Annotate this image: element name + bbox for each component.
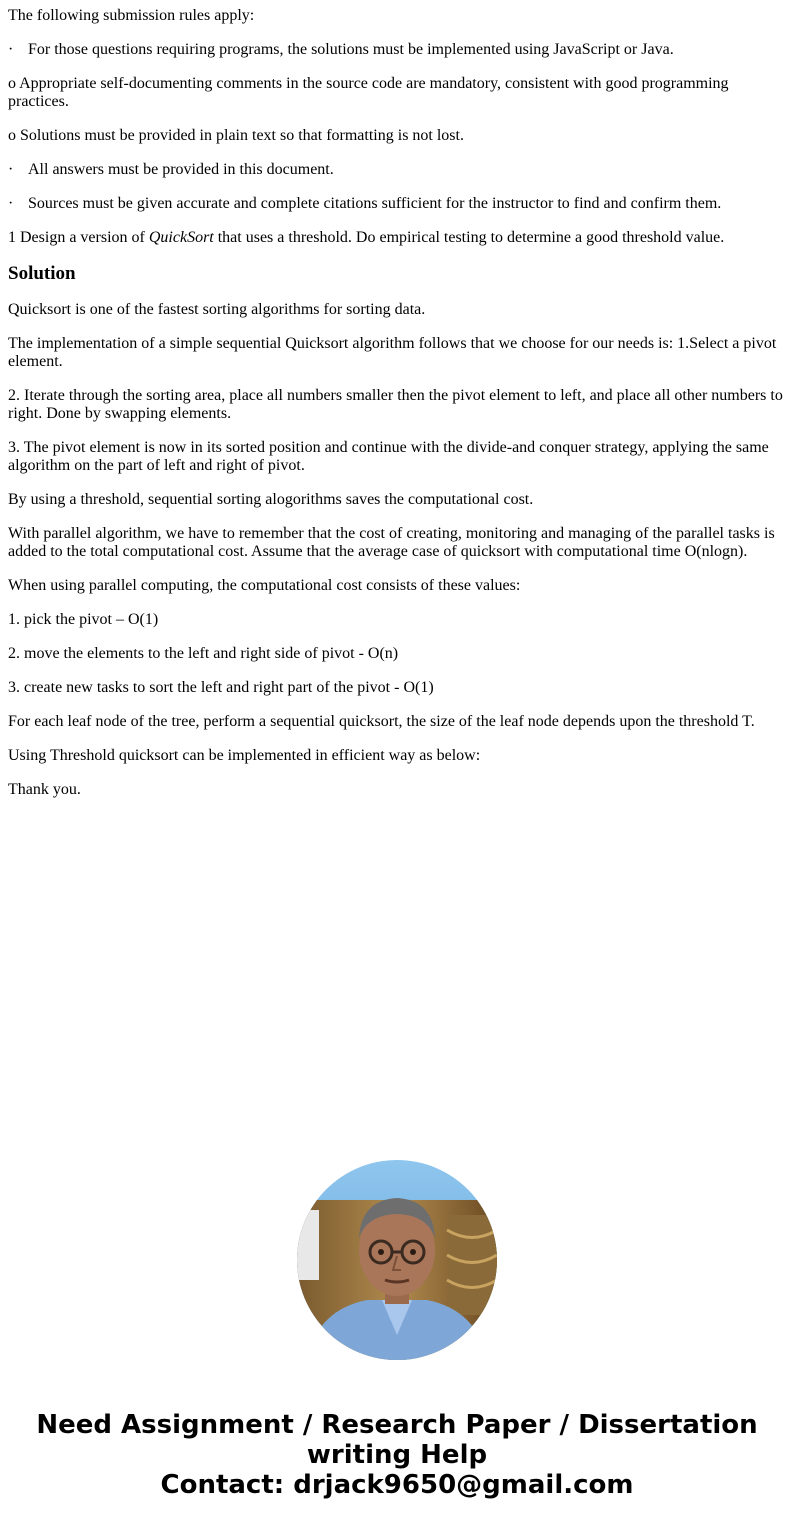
solution-paragraph: Quicksort is one of the fastest sorting algorithms for sorting data.: [8, 301, 426, 318]
intro-text: The following submission rules apply:: [8, 7, 255, 24]
solution-paragraph: By using a threshold, sequential sorting alogorithms saves the computational cost.: [8, 491, 534, 508]
bullet-marker: ·: [8, 161, 14, 178]
question-suffix: that uses a threshold. Do empirical testing to determine a good threshold value.: [213, 229, 725, 246]
rule-item: [8, 161, 786, 179]
solution-heading: Solution: [8, 263, 76, 284]
rule-text: All answers must be provided in this document.: [28, 161, 334, 178]
solution-paragraph: The implementation of a simple sequential Quicksort algorithm follows that we choose for our needs is: 1.Select a pivot element.: [8, 335, 777, 370]
question-text: [8, 229, 786, 247]
avatar: [297, 1160, 497, 1360]
rule-item: o Solutions must be provided in plain text so that formatting is not lost.: [8, 127, 464, 144]
promo-line: Need Assignment / Research Paper / Dissertation: [36, 1410, 758, 1440]
promo-banner: [0, 1410, 794, 1500]
promo-line: writing Help: [306, 1440, 488, 1470]
document-body: [0, 7, 794, 799]
solution-paragraph: Thank you.: [8, 781, 81, 798]
rule-text: Sources must be given accurate and complete citations sufficient for the instructor to find and confirm them.: [28, 195, 722, 212]
question-emphasis: QuickSort: [148, 229, 214, 246]
bullet-marker: ·: [8, 41, 14, 58]
rule-item: o Appropriate self-documenting comments in the source code are mandatory, consistent with good programming practices.: [8, 75, 729, 110]
solution-paragraph: Using Threshold quicksort can be implemented in efficient way as below:: [8, 747, 481, 764]
question-prefix: 1 Design a version of: [8, 229, 149, 246]
rule-item: [8, 195, 786, 213]
solution-paragraph: 3. create new tasks to sort the left and right part of the pivot - O(1): [8, 679, 434, 696]
solution-paragraph: 1. pick the pivot – O(1): [8, 611, 159, 628]
avatar-portrait: [297, 1160, 497, 1360]
solution-paragraph: 3. The pivot element is now in its sorted position and continue with the divide-and conquer strategy, applying the same algorithm on the part of left and right of pivot.: [8, 439, 769, 474]
solution-paragraph: For each leaf node of the tree, perform a sequential quicksort, the size of the leaf node depends upon the threshold T.: [8, 713, 755, 730]
solution-paragraph: With parallel algorithm, we have to remember that the cost of creating, monitoring and managing of the parallel tasks is added to the total computational cost. Assume that the average case of quicksort with computational time O(nlogn).: [8, 525, 775, 560]
solution-paragraph: 2. move the elements to the left and right side of pivot - O(n): [8, 645, 399, 662]
rule-text: For those questions requiring programs, the solutions must be implemented using JavaScript or Java.: [28, 41, 674, 58]
promo-contact: Contact: drjack9650@gmail.com: [160, 1470, 634, 1500]
solution-paragraph: 2. Iterate through the sorting area, place all numbers smaller then the pivot element to left, and place all other numbers to right. Done by swapping elements.: [8, 387, 783, 422]
rule-item: [8, 41, 786, 59]
solution-paragraph: When using parallel computing, the computational cost consists of these values:: [8, 577, 521, 594]
bullet-marker: ·: [8, 195, 14, 212]
